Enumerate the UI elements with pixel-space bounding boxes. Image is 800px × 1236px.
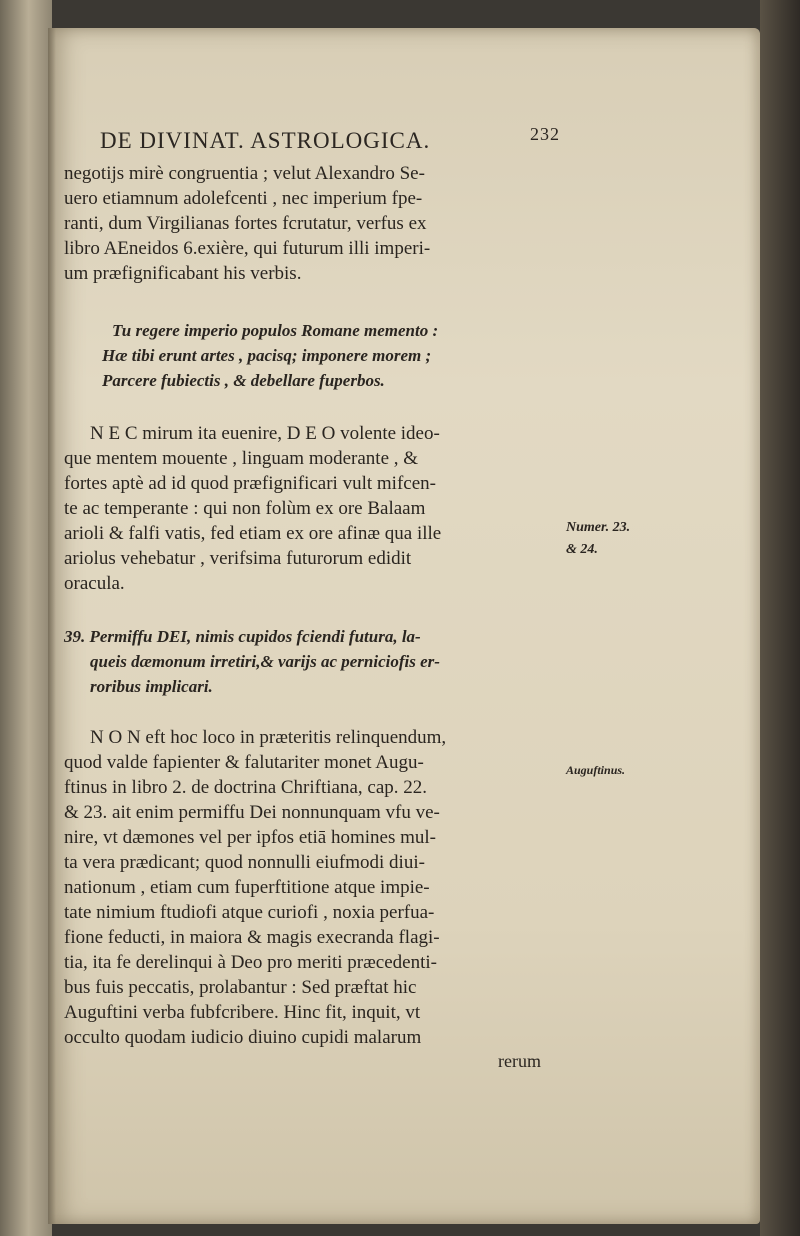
text-line: negotijs mirè congruentia ; velut Alexandro Se- bbox=[64, 163, 425, 184]
verse-line: Parcere fubiectis , & debellare fuperbos. bbox=[102, 371, 385, 390]
background-right bbox=[760, 0, 800, 1236]
section-heading: 39. Permiffu DEI, nimis cupidos fciendi futura, la- bbox=[64, 627, 421, 646]
margin-note-numeri: Numer. 23. bbox=[566, 520, 631, 535]
text-line: ranti, dum Virgilianas fortes fcrutatur, verfus ex bbox=[64, 213, 427, 234]
text-line: N O N eft hoc loco in præteritis relinquendum, bbox=[90, 727, 447, 748]
text-line: uero etiamnum adolefcenti , nec imperium fpe- bbox=[64, 188, 423, 209]
text-line: tia, ita fe derelinqui à Deo pro meriti præcedenti- bbox=[64, 952, 437, 973]
text-line: occulto quodam iudicio diuino cupidi malarum bbox=[64, 1027, 422, 1048]
verse-line: Hæ tibi erunt artes , pacisq; imponere morem ; bbox=[102, 346, 432, 365]
section-heading: roribus implicari. bbox=[90, 677, 213, 696]
text-line: tate nimium ftudiofi atque curiofi , noxia perfua- bbox=[64, 902, 435, 923]
text-line: nationum , etiam cum fuperftitione atque impie- bbox=[64, 877, 430, 898]
text-line: que mentem mouente , linguam moderante , & bbox=[64, 448, 419, 469]
text-line: nire, vt dæmones vel per ipfos etiā homines mul- bbox=[64, 827, 437, 848]
margin-note-augustinus: Auguftinus. bbox=[566, 763, 626, 777]
running-head bbox=[100, 124, 560, 160]
margin-note-numeri-cont: & 24. bbox=[566, 542, 598, 557]
running-head-title: DE DIVINAT. ASTROLOGICA. bbox=[100, 128, 431, 153]
text-line: ftinus in libro 2. de doctrina Chriftiana, cap. 22. bbox=[64, 777, 428, 798]
text-line: fortes aptè ad id quod præfignificari vult mifcen- bbox=[64, 473, 436, 494]
text-line: N E C mirum ita euenire, D E O volente ideo- bbox=[90, 423, 440, 444]
page-gutter bbox=[48, 28, 56, 1224]
text-line: ariolus vehebatur , verifsima futurorum edidit bbox=[64, 548, 412, 569]
text-line: ta vera prædicant; quod nonnulli eiufmodi diui- bbox=[64, 852, 425, 873]
text-line: arioli & falfi vatis, fed etiam ex ore afinæ qua ille bbox=[64, 523, 442, 544]
text-line: & 23. ait enim permiffu Dei nonnunquam vfu ve- bbox=[64, 802, 440, 823]
text-line: bus fuis peccatis, prolabantur : Sed præftat hic bbox=[64, 977, 417, 998]
text-line: Auguftini verba fubfcribere. Hinc fit, inquit, vt bbox=[64, 1002, 421, 1023]
section-heading: queis dæmonum irretiri,& varijs ac perniciofis er- bbox=[90, 652, 440, 671]
text-line: um præfignificabant his verbis. bbox=[64, 263, 302, 284]
verse-line: Tu regere imperio populos Romane memento : bbox=[112, 321, 439, 340]
main-text bbox=[64, 160, 564, 1160]
page-number: 232 bbox=[530, 124, 560, 144]
text-line: quod valde fapienter & falutariter monet Augu- bbox=[64, 752, 424, 773]
facing-page-edge bbox=[0, 0, 52, 1236]
text-line: oracula. bbox=[64, 573, 125, 594]
text-line: te ac temperante : qui non folùm ex ore Balaam bbox=[64, 498, 426, 519]
text-line: fione feducti, in maiora & magis execranda flagi- bbox=[64, 927, 440, 948]
catchword: rerum bbox=[498, 1051, 541, 1071]
text-line: libro AEneidos 6.exière, qui futurum illi imperi- bbox=[64, 238, 431, 259]
